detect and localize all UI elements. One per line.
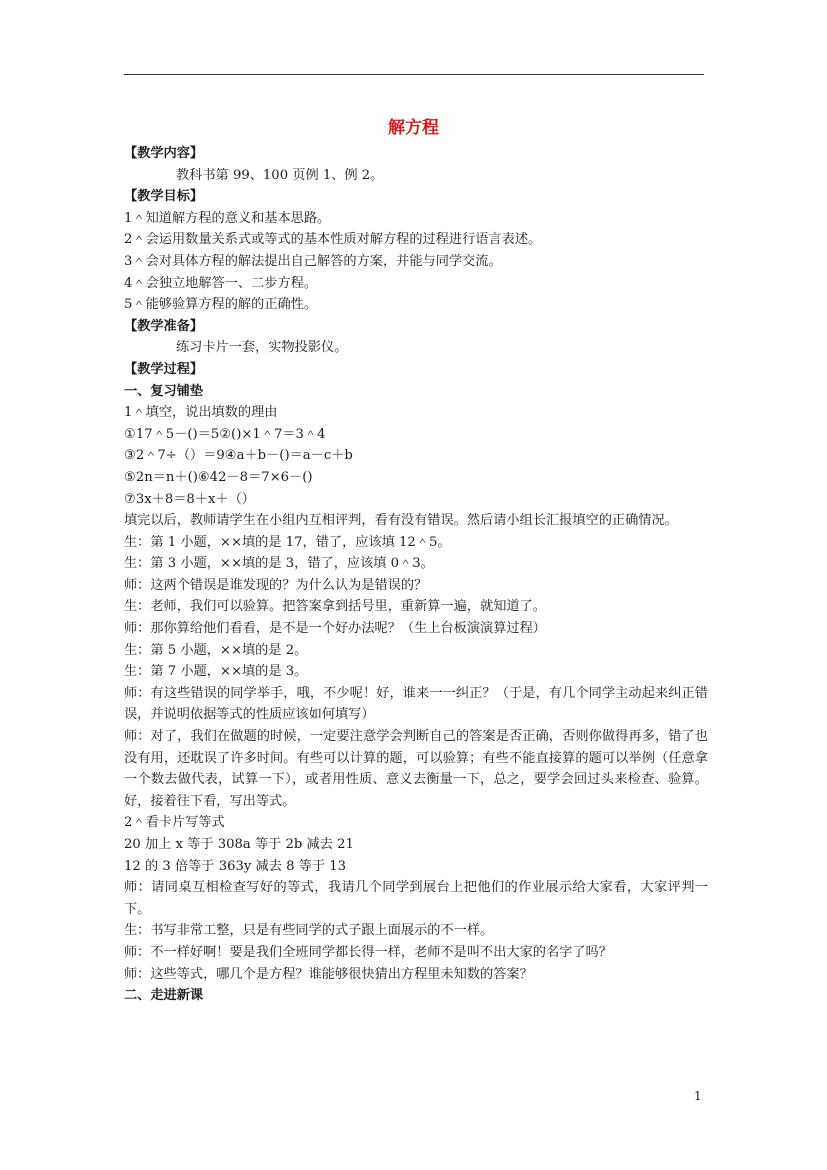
dialogue-line: 师：这些等式，哪几个是方程？谁能够很快猜出方程里未知数的答案？ [124, 966, 533, 982]
dialogue-line: 生：老师，我们可以验算。把答案拿到括号里，重新算一遍，就知道了。 [124, 599, 546, 615]
exercise-line: ①17＾5－()＝5②()×1＾7＝3＾4 [124, 426, 326, 442]
dialogue-paragraph: 师：对了，我们在做题的时候，一定要注意学会判断自己的答案是否正确，否则你做得再多，错了也没有用，还耽误了许多时间。有些可以计算的题，可以验算；有些不能直接算的题可以举例（任意拿一个数去做代表，试算一下），或者用性质、意义去衡量一下，总之，要学会回过头来检查、验算。好，接着往下看，写出等式。 [124, 729, 708, 809]
dialogue-line: 师：那你算给他们看看，是不是一个好办法呢？（生上台板演演算过程） [124, 621, 546, 637]
text-line: 1＾填空，说出填数的理由 [124, 405, 278, 421]
exercise-line: ⑦3x＋8＝8＋x＋（） [124, 491, 255, 507]
dialogue-line: 生：第 1 小题，××填的是 17，错了，应该填 12＾5。 [124, 534, 451, 550]
page-title: 解方程 [388, 118, 439, 138]
page-number: 1 [694, 1089, 702, 1103]
paragraph: 练习卡片一套，实物投影仪。 [176, 340, 348, 356]
paragraph: 填完以后，教师请学生在小组内互相评判，看有没有错误。然后请小组长汇报填空的正确情况。 [124, 513, 678, 529]
section-heading-content: 【教学内容】 [124, 146, 204, 161]
section-heading-preparation: 【教学准备】 [124, 318, 204, 334]
goal-item: 5＾能够验算方程的解的正确性。 [124, 297, 318, 313]
dialogue-line: 生：书写非常工整，只是有些同学的式子跟上面展示的不一样。 [124, 923, 494, 939]
exercise-line: ⑤2n＝n＋()⑥42－8＝7×6－() [124, 469, 313, 485]
goal-item: 3＾会对具体方程的解法提出自己解答的方案，并能与同学交流。 [124, 253, 502, 269]
exercise-line: 12 的 3 倍等于 363y 减去 8 等于 13 [124, 858, 346, 874]
dialogue-paragraph: 师：有这些错误的同学举手，哦，不少呢！好，谁来一一纠正？（于是，有几个同学主动起来纠正错误，并说明依据等式的性质应该如何填写） [124, 685, 708, 723]
paragraph: 教科书第 99、100 页例 1、例 2。 [176, 167, 384, 183]
header-rule [124, 74, 704, 75]
dialogue-line: 生：第 7 小题，××填的是 3。 [124, 664, 308, 680]
subsection-heading: 二、走进新课 [124, 988, 204, 1004]
text-line: 2＾看卡片写等式 [124, 815, 225, 831]
dialogue-line: 师：不一样好啊！要是我们全班同学都长得一样，老师不是叫不出大家的名字了吗？ [124, 944, 612, 960]
subsection-heading: 一、复习铺垫 [124, 383, 204, 399]
dialogue-line: 生：第 3 小题，××填的是 3，错了，应该填 0＾3。 [124, 556, 434, 572]
goal-item: 1＾知道解方程的意义和基本思路。 [124, 210, 331, 226]
exercise-line: ③2＾7÷（）＝9④a＋b－()＝a－c＋b [124, 448, 353, 464]
goal-item: 4＾会独立地解答一、二步方程。 [124, 275, 318, 291]
goal-item: 2＾会运用数量关系式或等式的基本性质对解方程的过程进行语言表述。 [124, 232, 542, 248]
document-body [124, 143, 708, 1007]
exercise-line: 20 加上 x 等于 308a 等于 2b 减去 21 [124, 837, 354, 852]
section-heading-process: 【教学过程】 [124, 361, 204, 377]
section-heading-goals: 【教学目标】 [124, 189, 204, 205]
dialogue-line: 生：第 5 小题，××填的是 2。 [124, 642, 308, 658]
dialogue-paragraph: 师：请同桌互相检查写好的等式，我请几个同学到展台上把他们的作业展示给大家看，大家评判一下。 [124, 880, 708, 917]
dialogue-line: 师：这两个错误是谁发现的？为什么认为是错误的？ [124, 577, 428, 593]
